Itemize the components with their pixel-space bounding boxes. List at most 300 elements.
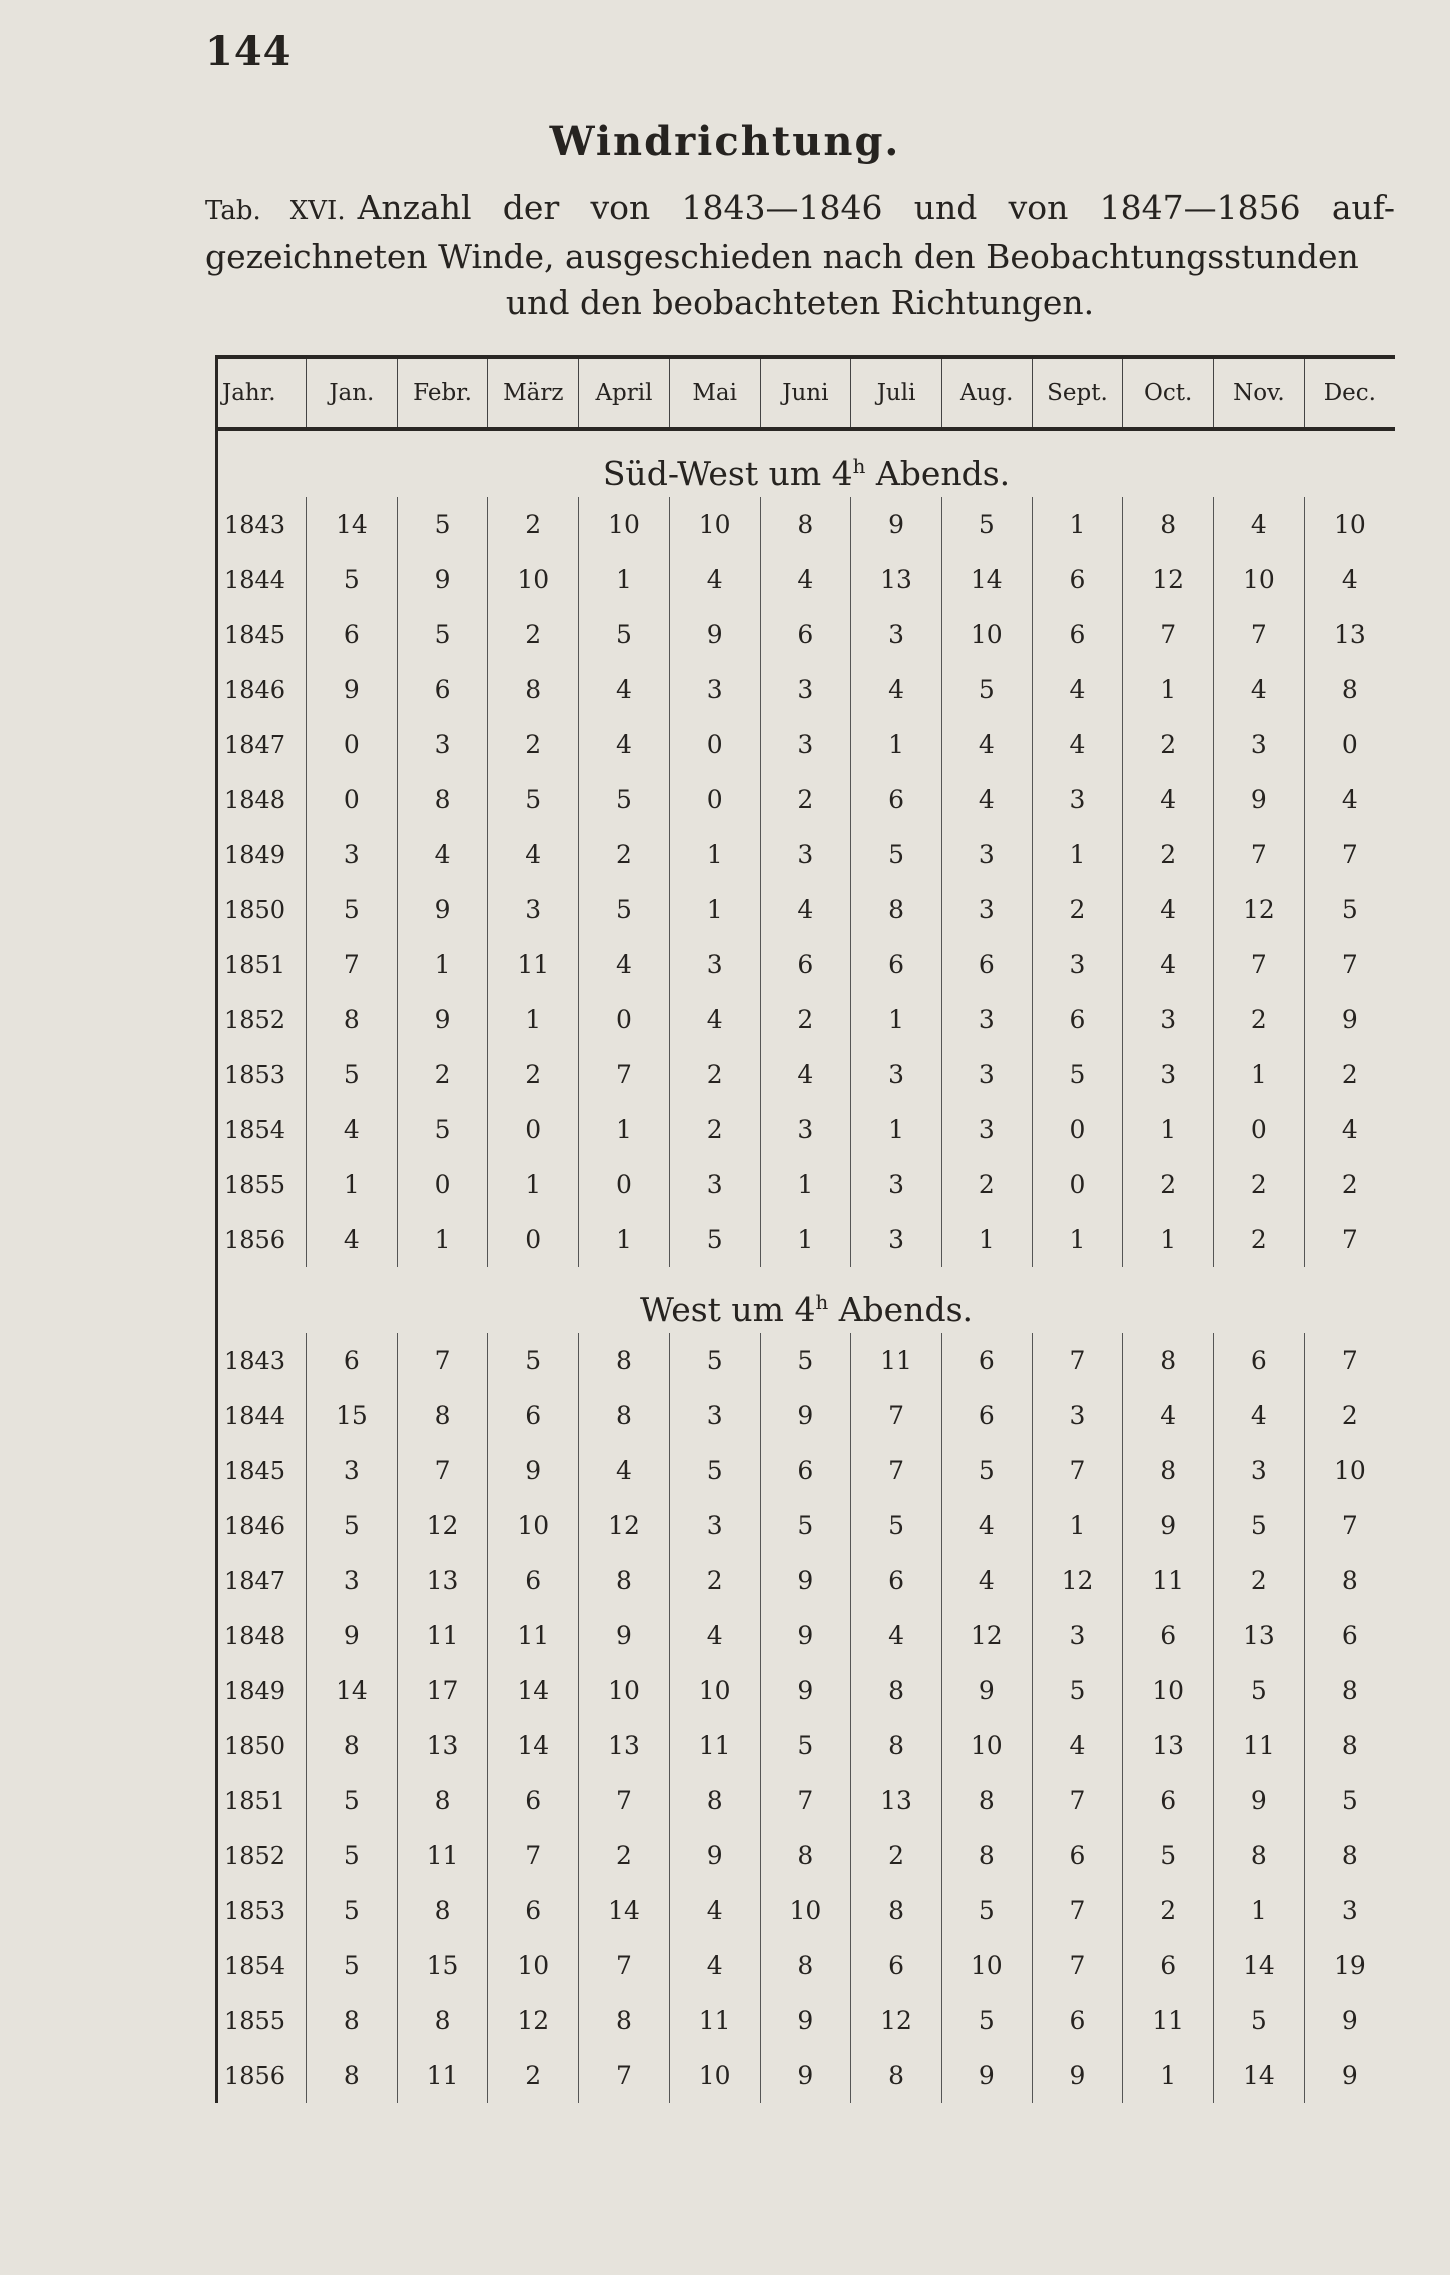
value-cell: 2 xyxy=(669,1102,760,1157)
value-cell: 1 xyxy=(1123,1102,1214,1157)
value-cell: 2 xyxy=(1304,1047,1395,1102)
value-cell: 1 xyxy=(1214,1883,1305,1938)
value-cell: 7 xyxy=(1214,937,1305,992)
value-cell: 5 xyxy=(488,1333,579,1388)
table-row xyxy=(217,1883,1396,1938)
value-cell: 14 xyxy=(941,552,1032,607)
column-header-month: Dec. xyxy=(1304,357,1395,429)
value-cell: 6 xyxy=(307,607,398,662)
section-title-text: West um 4 xyxy=(639,1290,816,1329)
value-cell: 5 xyxy=(669,1443,760,1498)
value-cell: 10 xyxy=(579,497,670,552)
value-cell: 3 xyxy=(1304,1883,1395,1938)
value-cell: 3 xyxy=(1214,1443,1305,1498)
value-cell: 6 xyxy=(1032,1828,1123,1883)
table-row xyxy=(217,1663,1396,1718)
value-cell: 4 xyxy=(1304,552,1395,607)
value-cell: 8 xyxy=(397,1388,488,1443)
table-row xyxy=(217,717,1396,772)
value-cell: 1 xyxy=(760,1212,851,1267)
value-cell: 8 xyxy=(397,1773,488,1828)
value-cell: 12 xyxy=(579,1498,670,1553)
value-cell: 2 xyxy=(1304,1388,1395,1443)
value-cell: 1 xyxy=(851,1102,942,1157)
table-body xyxy=(217,429,1396,2103)
value-cell: 0 xyxy=(488,1102,579,1157)
value-cell: 5 xyxy=(307,1938,398,1993)
value-cell: 9 xyxy=(1304,992,1395,1047)
value-cell: 3 xyxy=(307,1553,398,1608)
column-header-month: März xyxy=(488,357,579,429)
value-cell: 8 xyxy=(397,1883,488,1938)
value-cell: 11 xyxy=(397,1828,488,1883)
value-cell: 7 xyxy=(851,1388,942,1443)
value-cell: 4 xyxy=(1214,1388,1305,1443)
value-cell: 9 xyxy=(669,607,760,662)
value-cell: 4 xyxy=(760,882,851,937)
value-cell: 11 xyxy=(397,2048,488,2103)
year-cell: 1856 xyxy=(217,2048,307,2103)
value-cell: 6 xyxy=(941,937,1032,992)
value-cell: 1 xyxy=(579,1212,670,1267)
table-row xyxy=(217,772,1396,827)
value-cell: 7 xyxy=(851,1443,942,1498)
value-cell: 1 xyxy=(1032,1212,1123,1267)
table-row xyxy=(217,2048,1396,2103)
value-cell: 3 xyxy=(1032,937,1123,992)
value-cell: 4 xyxy=(851,662,942,717)
value-cell: 2 xyxy=(1123,1157,1214,1212)
value-cell: 13 xyxy=(1123,1718,1214,1773)
value-cell: 2 xyxy=(760,992,851,1047)
value-cell: 1 xyxy=(669,827,760,882)
table-row xyxy=(217,1938,1396,1993)
value-cell: 13 xyxy=(579,1718,670,1773)
value-cell: 3 xyxy=(307,827,398,882)
table-row xyxy=(217,827,1396,882)
year-cell: 1850 xyxy=(217,1718,307,1773)
column-header-month: Oct. xyxy=(1123,357,1214,429)
value-cell: 0 xyxy=(488,1212,579,1267)
value-cell: 6 xyxy=(851,772,942,827)
table-row xyxy=(217,1608,1396,1663)
value-cell: 7 xyxy=(1304,1212,1395,1267)
value-cell: 14 xyxy=(307,1663,398,1718)
value-cell: 11 xyxy=(1123,1553,1214,1608)
value-cell: 8 xyxy=(1304,1718,1395,1773)
value-cell: 4 xyxy=(488,827,579,882)
value-cell: 4 xyxy=(307,1212,398,1267)
value-cell: 4 xyxy=(669,1938,760,1993)
page-heading: Windrichtung. xyxy=(549,118,901,165)
caption-line-3: und den beobachteten Richtungen. xyxy=(505,283,1095,322)
value-cell: 12 xyxy=(851,1993,942,2048)
table-row xyxy=(217,1718,1396,1773)
value-cell: 11 xyxy=(397,1608,488,1663)
value-cell: 9 xyxy=(760,1663,851,1718)
value-cell: 1 xyxy=(1032,1498,1123,1553)
value-cell: 4 xyxy=(397,827,488,882)
value-cell: 8 xyxy=(1123,1443,1214,1498)
table-row xyxy=(217,552,1396,607)
value-cell: 1 xyxy=(1123,1212,1214,1267)
year-cell: 1846 xyxy=(217,1498,307,1553)
value-cell: 2 xyxy=(1032,882,1123,937)
value-cell: 3 xyxy=(1032,1608,1123,1663)
value-cell: 0 xyxy=(1032,1102,1123,1157)
value-cell: 4 xyxy=(1304,1102,1395,1157)
value-cell: 5 xyxy=(941,1883,1032,1938)
table-row xyxy=(217,1773,1396,1828)
table-row xyxy=(217,992,1396,1047)
value-cell: 3 xyxy=(1032,1388,1123,1443)
value-cell: 9 xyxy=(760,2048,851,2103)
value-cell: 13 xyxy=(1214,1608,1305,1663)
value-cell: 5 xyxy=(1214,1993,1305,2048)
value-cell: 5 xyxy=(397,497,488,552)
value-cell: 6 xyxy=(488,1883,579,1938)
value-cell: 9 xyxy=(669,1828,760,1883)
value-cell: 8 xyxy=(851,882,942,937)
value-cell: 4 xyxy=(1032,662,1123,717)
value-cell: 5 xyxy=(941,1443,1032,1498)
year-cell: 1848 xyxy=(217,1608,307,1663)
value-cell: 8 xyxy=(941,1828,1032,1883)
value-cell: 7 xyxy=(1032,1333,1123,1388)
value-cell: 1 xyxy=(669,882,760,937)
value-cell: 6 xyxy=(1032,552,1123,607)
value-cell: 7 xyxy=(1032,1938,1123,1993)
caption-line-1: Anzahl der von 1843—1846 und von 1847—1856 auf- xyxy=(357,188,1395,227)
value-cell: 4 xyxy=(760,552,851,607)
value-cell: 6 xyxy=(1123,1608,1214,1663)
value-cell: 10 xyxy=(941,1718,1032,1773)
value-cell: 3 xyxy=(1214,717,1305,772)
column-header-month: Febr. xyxy=(397,357,488,429)
value-cell: 12 xyxy=(397,1498,488,1553)
value-cell: 5 xyxy=(579,772,670,827)
value-cell: 11 xyxy=(851,1333,942,1388)
value-cell: 7 xyxy=(579,1773,670,1828)
value-cell: 4 xyxy=(941,772,1032,827)
value-cell: 8 xyxy=(760,1938,851,1993)
value-cell: 4 xyxy=(669,1608,760,1663)
value-cell: 2 xyxy=(1214,1157,1305,1212)
value-cell: 8 xyxy=(579,1388,670,1443)
value-cell: 8 xyxy=(851,1883,942,1938)
value-cell: 4 xyxy=(1032,717,1123,772)
value-cell: 8 xyxy=(488,662,579,717)
value-cell: 2 xyxy=(669,1553,760,1608)
year-cell: 1846 xyxy=(217,662,307,717)
table-row xyxy=(217,882,1396,937)
value-cell: 9 xyxy=(488,1443,579,1498)
value-cell: 2 xyxy=(851,1828,942,1883)
section-title xyxy=(217,1267,1396,1333)
value-cell: 5 xyxy=(579,882,670,937)
value-cell: 7 xyxy=(1304,937,1395,992)
year-cell: 1854 xyxy=(217,1938,307,1993)
value-cell: 5 xyxy=(1032,1663,1123,1718)
value-cell: 6 xyxy=(307,1333,398,1388)
value-cell: 4 xyxy=(579,1443,670,1498)
value-cell: 1 xyxy=(579,552,670,607)
value-cell: 4 xyxy=(1214,662,1305,717)
column-header-month: Sept. xyxy=(1032,357,1123,429)
value-cell: 2 xyxy=(1123,717,1214,772)
year-cell: 1856 xyxy=(217,1212,307,1267)
value-cell: 7 xyxy=(579,2048,670,2103)
value-cell: 10 xyxy=(669,497,760,552)
value-cell: 2 xyxy=(760,772,851,827)
value-cell: 4 xyxy=(307,1102,398,1157)
value-cell: 5 xyxy=(579,607,670,662)
value-cell: 2 xyxy=(1214,1553,1305,1608)
value-cell: 10 xyxy=(488,1498,579,1553)
value-cell: 1 xyxy=(307,1157,398,1212)
section-title-suffix: Abends. xyxy=(865,454,1011,493)
value-cell: 14 xyxy=(488,1718,579,1773)
value-cell: 5 xyxy=(1214,1498,1305,1553)
value-cell: 3 xyxy=(307,1443,398,1498)
value-cell: 3 xyxy=(669,662,760,717)
year-cell: 1847 xyxy=(217,717,307,772)
value-cell: 5 xyxy=(1214,1663,1305,1718)
value-cell: 3 xyxy=(669,1498,760,1553)
value-cell: 3 xyxy=(851,1047,942,1102)
value-cell: 12 xyxy=(941,1608,1032,1663)
year-cell: 1855 xyxy=(217,1157,307,1212)
year-cell: 1844 xyxy=(217,552,307,607)
column-header-month: Jan. xyxy=(307,357,398,429)
value-cell: 12 xyxy=(1032,1553,1123,1608)
value-cell: 6 xyxy=(851,937,942,992)
table-row xyxy=(217,937,1396,992)
year-cell: 1851 xyxy=(217,937,307,992)
value-cell: 0 xyxy=(1032,1157,1123,1212)
value-cell: 4 xyxy=(941,1553,1032,1608)
value-cell: 1 xyxy=(1123,662,1214,717)
table-row xyxy=(217,662,1396,717)
value-cell: 6 xyxy=(488,1773,579,1828)
value-cell: 5 xyxy=(1123,1828,1214,1883)
value-cell: 5 xyxy=(307,1883,398,1938)
value-cell: 3 xyxy=(488,882,579,937)
value-cell: 6 xyxy=(941,1388,1032,1443)
value-cell: 7 xyxy=(1214,607,1305,662)
year-cell: 1845 xyxy=(217,1443,307,1498)
value-cell: 9 xyxy=(579,1608,670,1663)
column-header-month: Mai xyxy=(669,357,760,429)
column-header-month: Juni xyxy=(760,357,851,429)
table-row xyxy=(217,607,1396,662)
value-cell: 12 xyxy=(1123,552,1214,607)
value-cell: 2 xyxy=(488,717,579,772)
section-header-row xyxy=(217,429,1396,497)
value-cell: 10 xyxy=(579,1663,670,1718)
value-cell: 8 xyxy=(397,772,488,827)
value-cell: 6 xyxy=(851,1553,942,1608)
value-cell: 4 xyxy=(1304,772,1395,827)
column-header-year: Jahr. xyxy=(217,357,307,429)
value-cell: 11 xyxy=(1123,1993,1214,2048)
year-cell: 1844 xyxy=(217,1388,307,1443)
value-cell: 1 xyxy=(1032,827,1123,882)
value-cell: 14 xyxy=(307,497,398,552)
value-cell: 4 xyxy=(1123,1388,1214,1443)
value-cell: 8 xyxy=(579,1993,670,2048)
value-cell: 0 xyxy=(669,772,760,827)
value-cell: 5 xyxy=(397,607,488,662)
value-cell: 8 xyxy=(851,2048,942,2103)
value-cell: 8 xyxy=(851,1718,942,1773)
value-cell: 10 xyxy=(941,1938,1032,1993)
value-cell: 2 xyxy=(1214,1212,1305,1267)
value-cell: 10 xyxy=(1214,552,1305,607)
table-row xyxy=(217,1047,1396,1102)
value-cell: 0 xyxy=(397,1157,488,1212)
value-cell: 4 xyxy=(669,992,760,1047)
value-cell: 1 xyxy=(760,1157,851,1212)
value-cell: 8 xyxy=(579,1333,670,1388)
value-cell: 11 xyxy=(488,1608,579,1663)
value-cell: 10 xyxy=(1123,1663,1214,1718)
year-cell: 1849 xyxy=(217,827,307,882)
value-cell: 6 xyxy=(1214,1333,1305,1388)
value-cell: 3 xyxy=(1123,1047,1214,1102)
value-cell: 3 xyxy=(669,937,760,992)
value-cell: 2 xyxy=(488,497,579,552)
value-cell: 1 xyxy=(488,992,579,1047)
table-row xyxy=(217,1553,1396,1608)
value-cell: 7 xyxy=(1214,827,1305,882)
value-cell: 8 xyxy=(760,1828,851,1883)
value-cell: 17 xyxy=(397,1663,488,1718)
value-cell: 8 xyxy=(307,1718,398,1773)
year-cell: 1852 xyxy=(217,992,307,1047)
value-cell: 9 xyxy=(851,497,942,552)
value-cell: 8 xyxy=(1304,1663,1395,1718)
value-cell: 2 xyxy=(1214,992,1305,1047)
value-cell: 3 xyxy=(669,1157,760,1212)
value-cell: 6 xyxy=(1304,1608,1395,1663)
value-cell: 4 xyxy=(579,662,670,717)
table-row xyxy=(217,1993,1396,2048)
column-header-month: Nov. xyxy=(1214,357,1305,429)
value-cell: 13 xyxy=(851,552,942,607)
value-cell: 2 xyxy=(669,1047,760,1102)
value-cell: 8 xyxy=(579,1553,670,1608)
value-cell: 9 xyxy=(397,992,488,1047)
value-cell: 11 xyxy=(1214,1718,1305,1773)
section-title-text: Süd-West um 4 xyxy=(602,454,853,493)
value-cell: 5 xyxy=(851,1498,942,1553)
value-cell: 4 xyxy=(1214,497,1305,552)
value-cell: 9 xyxy=(941,1663,1032,1718)
table-number: Tab. XVI. xyxy=(205,196,346,226)
value-cell: 7 xyxy=(1032,1773,1123,1828)
value-cell: 5 xyxy=(307,1828,398,1883)
value-cell: 6 xyxy=(397,662,488,717)
value-cell: 11 xyxy=(488,937,579,992)
caption-line-2: gezeichneten Winde, ausgeschieden nach den Beobachtungsstunden xyxy=(205,237,1359,276)
value-cell: 9 xyxy=(307,662,398,717)
table-row xyxy=(217,1333,1396,1388)
value-cell: 7 xyxy=(760,1773,851,1828)
value-cell: 3 xyxy=(669,1388,760,1443)
value-cell: 9 xyxy=(397,882,488,937)
wind-table xyxy=(215,355,1395,2103)
section-title-suffix: Abends. xyxy=(828,1290,973,1329)
value-cell: 7 xyxy=(579,1938,670,1993)
value-cell: 8 xyxy=(307,1993,398,2048)
value-cell: 1 xyxy=(1214,1047,1305,1102)
value-cell: 4 xyxy=(669,1883,760,1938)
value-cell: 5 xyxy=(1304,882,1395,937)
value-cell: 0 xyxy=(579,992,670,1047)
value-cell: 7 xyxy=(1304,1498,1395,1553)
value-cell: 4 xyxy=(1123,937,1214,992)
value-cell: 6 xyxy=(1032,607,1123,662)
value-cell: 4 xyxy=(941,1498,1032,1553)
value-cell: 1 xyxy=(488,1157,579,1212)
value-cell: 3 xyxy=(1032,772,1123,827)
value-cell: 1 xyxy=(941,1212,1032,1267)
value-cell: 5 xyxy=(397,1102,488,1157)
value-cell: 10 xyxy=(760,1883,851,1938)
value-cell: 5 xyxy=(760,1498,851,1553)
value-cell: 8 xyxy=(1214,1828,1305,1883)
value-cell: 2 xyxy=(488,1047,579,1102)
value-cell: 19 xyxy=(1304,1938,1395,1993)
value-cell: 6 xyxy=(851,1938,942,1993)
value-cell: 1 xyxy=(397,937,488,992)
table-row xyxy=(217,1443,1396,1498)
value-cell: 9 xyxy=(397,552,488,607)
value-cell: 11 xyxy=(669,1993,760,2048)
value-cell: 5 xyxy=(307,882,398,937)
value-cell: 5 xyxy=(669,1333,760,1388)
table-row xyxy=(217,497,1396,552)
value-cell: 5 xyxy=(941,662,1032,717)
value-cell: 11 xyxy=(669,1718,760,1773)
year-cell: 1848 xyxy=(217,772,307,827)
value-cell: 3 xyxy=(941,992,1032,1047)
table-row xyxy=(217,1828,1396,1883)
year-cell: 1853 xyxy=(217,1047,307,1102)
value-cell: 10 xyxy=(1304,497,1395,552)
year-cell: 1854 xyxy=(217,1102,307,1157)
value-cell: 7 xyxy=(397,1333,488,1388)
year-cell: 1851 xyxy=(217,1773,307,1828)
value-cell: 7 xyxy=(1032,1883,1123,1938)
value-cell: 6 xyxy=(760,1443,851,1498)
value-cell: 8 xyxy=(307,2048,398,2103)
value-cell: 9 xyxy=(1214,772,1305,827)
value-cell: 2 xyxy=(397,1047,488,1102)
value-cell: 3 xyxy=(397,717,488,772)
year-cell: 1849 xyxy=(217,1663,307,1718)
value-cell: 6 xyxy=(488,1553,579,1608)
value-cell: 9 xyxy=(760,1553,851,1608)
value-cell: 9 xyxy=(941,2048,1032,2103)
value-cell: 9 xyxy=(1214,1773,1305,1828)
value-cell: 3 xyxy=(1123,992,1214,1047)
value-cell: 13 xyxy=(397,1553,488,1608)
value-cell: 2 xyxy=(488,2048,579,2103)
value-cell: 1 xyxy=(579,1102,670,1157)
value-cell: 5 xyxy=(488,772,579,827)
